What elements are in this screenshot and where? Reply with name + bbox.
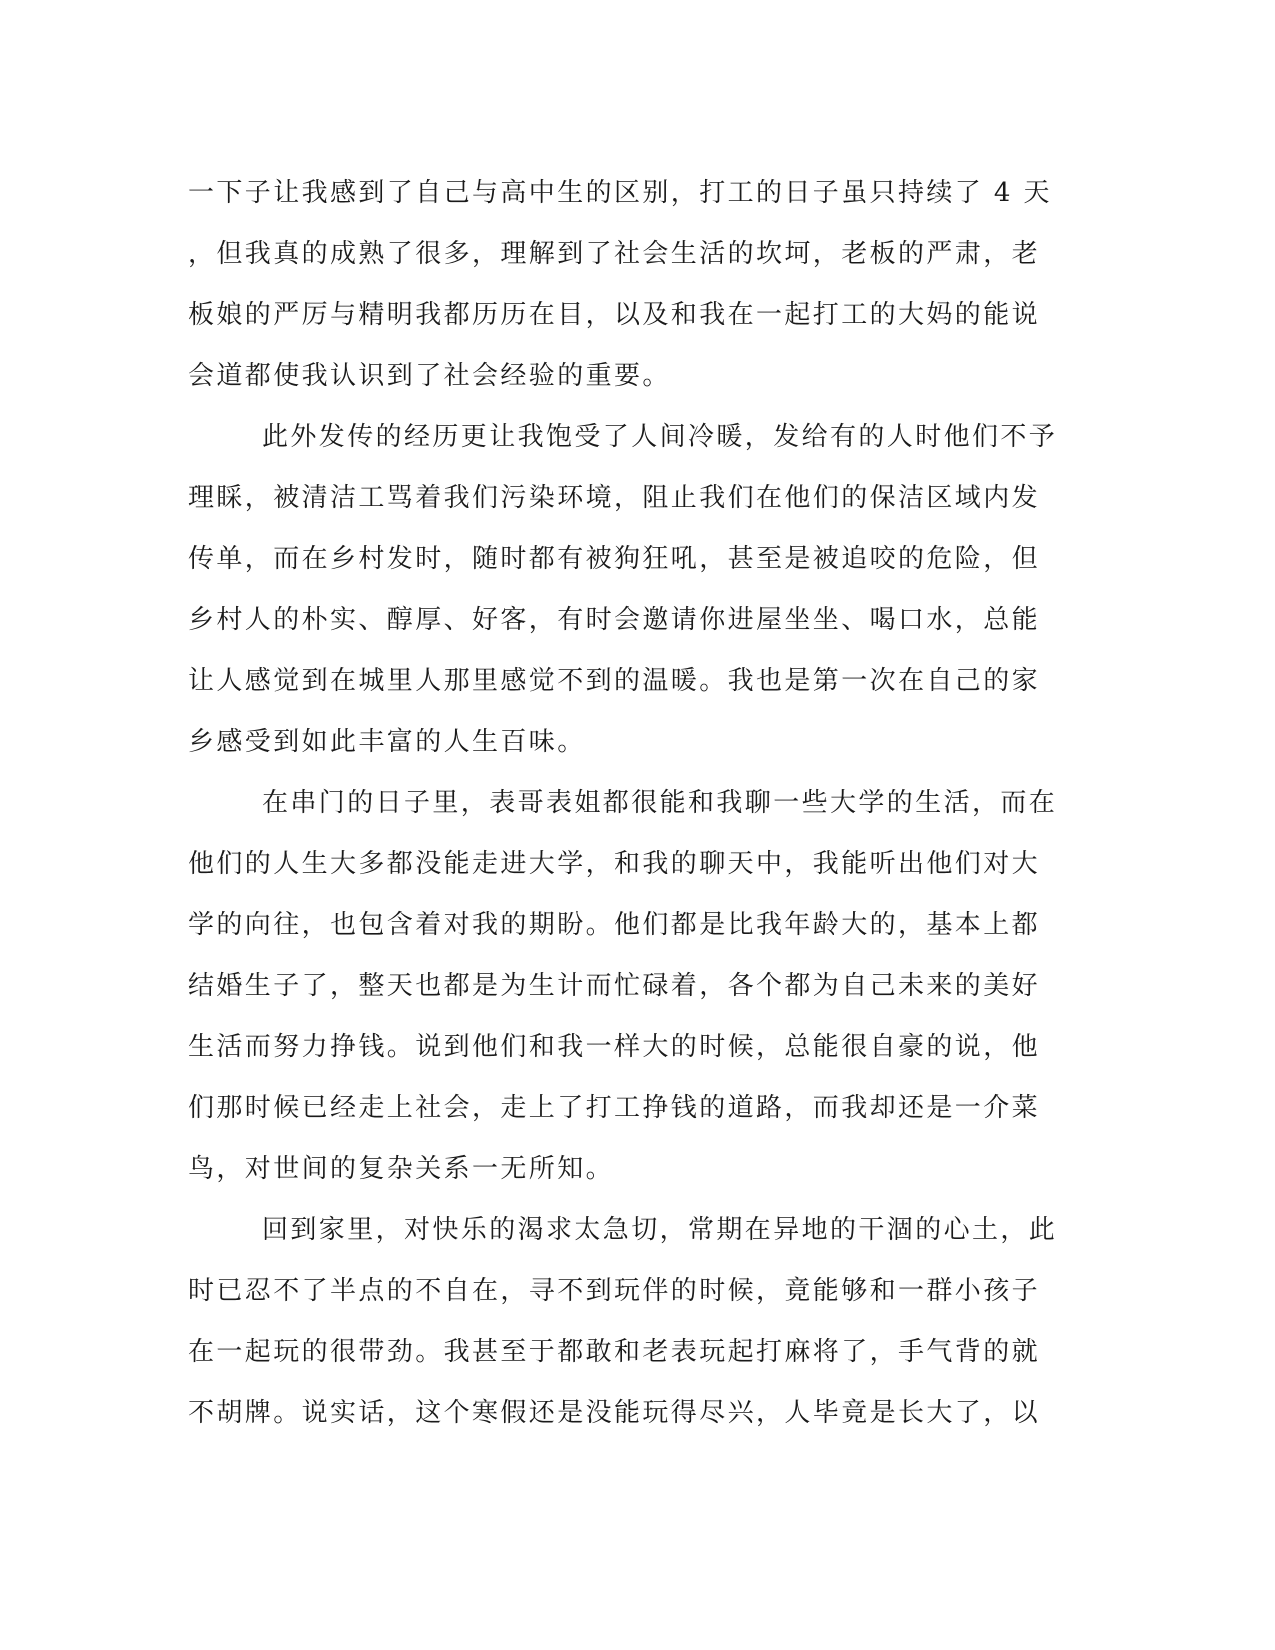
text-line: 让人感觉到在城里人那里感觉不到的温暖。我也是第一次在自己的家	[188, 666, 1041, 696]
text-line: 时已忍不了半点的不自在，寻不到玩伴的时候，竟能够和一群小孩子	[188, 1276, 1041, 1306]
text-line: 会道都使我认识到了社会经验的重要。	[188, 361, 671, 391]
text-line: 一下子让我感到了自己与高中生的区别，打工的日子虽只持续了 4 天	[188, 178, 1052, 208]
text-line: 传单，而在乡村发时，随时都有被狗狂吼，甚至是被追咬的危险，但	[188, 544, 1041, 574]
paragraph-1	[188, 163, 1068, 407]
text-line: 学的向往，也包含着对我的期盼。他们都是比我年龄大的，基本上都	[188, 910, 1041, 940]
text-line: 此外发传的经历更让我饱受了人间冷暖，发给有的人时他们不予	[262, 422, 1058, 452]
document-body	[188, 163, 1068, 1444]
text-line: 乡感受到如此丰富的人生百味。	[188, 727, 586, 757]
text-line: 他们的人生大多都没能走进大学，和我的聊天中，我能听出他们对大	[188, 849, 1041, 879]
paragraph-4	[188, 1200, 1068, 1444]
text-line: 板娘的严厉与精明我都历历在目，以及和我在一起打工的大妈的能说	[188, 300, 1041, 330]
text-line: 生活而努力挣钱。说到他们和我一样大的时候，总能很自豪的说，他	[188, 1032, 1041, 1062]
paragraph-2	[188, 407, 1068, 773]
text-line: 在串门的日子里，表哥表姐都很能和我聊一些大学的生活，而在	[262, 788, 1058, 818]
text-line: 鸟，对世间的复杂关系一无所知。	[188, 1154, 615, 1184]
text-line: 们那时候已经走上社会，走上了打工挣钱的道路，而我却还是一介菜	[188, 1093, 1041, 1123]
text-line: 乡村人的朴实、醇厚、好客，有时会邀请你进屋坐坐、喝口水，总能	[188, 605, 1041, 635]
paragraph-3	[188, 773, 1068, 1200]
text-line: 不胡牌。说实话，这个寒假还是没能玩得尽兴，人毕竟是长大了，以	[188, 1398, 1041, 1428]
text-line: 在一起玩的很带劲。我甚至于都敢和老表玩起打麻将了，手气背的就	[188, 1337, 1041, 1367]
text-line: 回到家里，对快乐的渴求太急切，常期在异地的干涸的心土，此	[262, 1215, 1058, 1245]
text-line: 理睬，被清洁工骂着我们污染环境，阻止我们在他们的保洁区域内发	[188, 483, 1041, 513]
text-line: 结婚生子了，整天也都是为生计而忙碌着，各个都为自己未来的美好	[188, 971, 1041, 1001]
text-line: ，但我真的成熟了很多，理解到了社会生活的坎坷，老板的严肃，老	[188, 239, 1041, 269]
